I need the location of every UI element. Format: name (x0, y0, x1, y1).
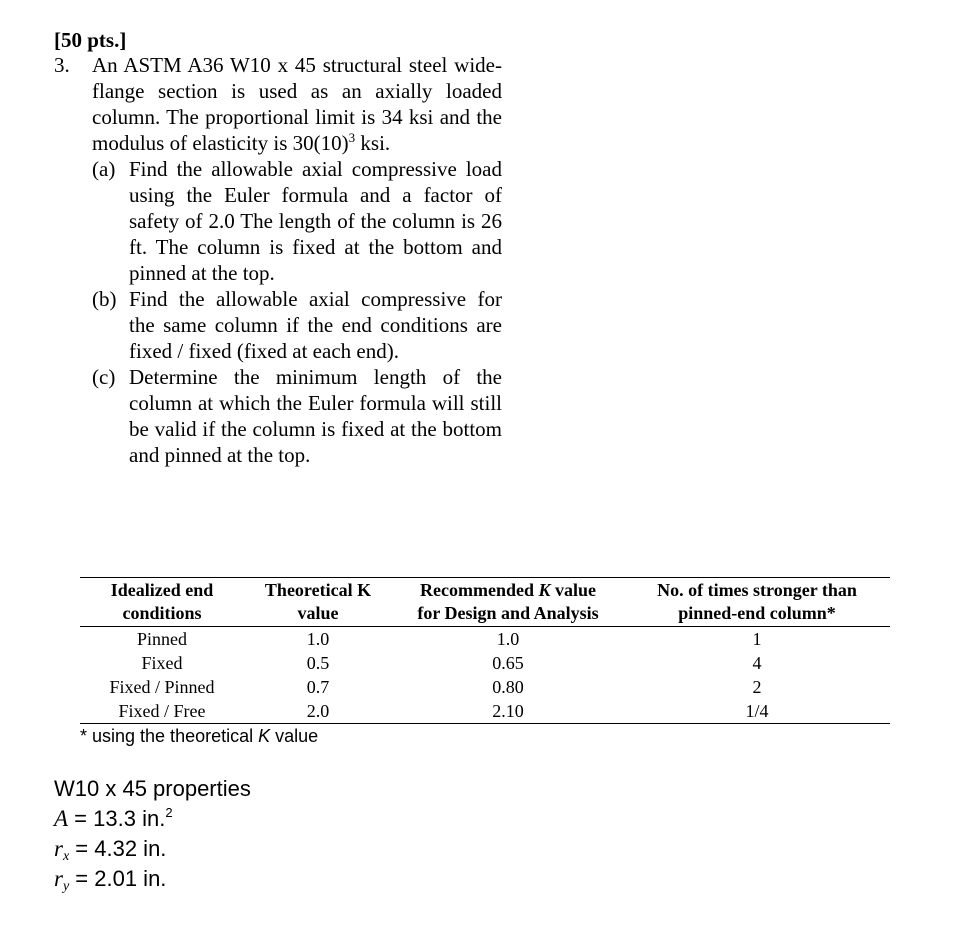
table-cell: 0.65 (492, 653, 524, 673)
problem-text: An ASTM A36 W10 x 45 structural steel wide-flange section is used as an axially loaded column. The proportional limit is 34 ksi and the modulus of elasticity is $30(10)^3$ ksi. (92, 53, 502, 155)
part-text: Determine the minimum length of the column at which the Euler formula will still be valid if the column is fixed at the bottom and pinned at the top. (129, 365, 502, 467)
part-label: (c) (92, 365, 116, 389)
table-cell: Fixed (141, 653, 183, 673)
table-row (80, 675, 890, 699)
problem-parts (92, 156, 502, 468)
table-cell: 1/4 (745, 701, 769, 721)
property-rx: $r_x = 4.32$ in. (54, 836, 167, 864)
table-cell: 1.0 (306, 629, 330, 649)
table-cell: 1 (752, 629, 762, 649)
header-recommended-k: Recommended K value for Design and Analysis (417, 580, 599, 623)
properties-title: W10 x 45 properties (54, 776, 251, 801)
table-cell: 1.0 (496, 629, 520, 649)
part-label: (b) (92, 287, 117, 311)
header-theoretical-k: Theoretical K value (264, 580, 372, 623)
table-cell: 0.5 (306, 653, 330, 673)
property-area: A = 13.3 in.$^2$ (54, 805, 173, 831)
table-cell: 0.7 (306, 677, 330, 697)
section-properties (54, 774, 251, 894)
table-cell: 2.10 (492, 701, 524, 721)
exponent: 3 (348, 130, 356, 145)
table-cell: Fixed / Pinned (109, 677, 215, 697)
table-row (80, 651, 890, 675)
table-header-row (80, 578, 890, 627)
part-b (92, 286, 502, 364)
table-cell: 4 (752, 653, 762, 673)
effective-length-table-section (80, 577, 890, 747)
table-row (80, 699, 890, 724)
problem-number: 3. (54, 53, 70, 77)
header-end-conditions: Idealized end conditions (110, 580, 214, 623)
table-cell: 0.80 (492, 677, 524, 697)
table-cell: 2.0 (306, 701, 330, 721)
part-a (92, 156, 502, 286)
problem-statement (54, 52, 502, 468)
table-footnote: * using the theoretical K value (80, 726, 319, 746)
header-times-stronger: No. of times stronger than pinned-end column* (657, 580, 857, 623)
property-ry: $r_y = 2.01$ in. (54, 866, 167, 894)
effective-length-table (80, 577, 890, 724)
points-label: [50 pts.] (54, 28, 127, 52)
part-label: (a) (92, 157, 116, 181)
part-text: Find the allowable axial compressive for the same column if the end conditions are fixed / fixed (fixed at each end). (129, 287, 502, 363)
table-cell: 2 (752, 677, 762, 697)
part-text: Find the allowable axial compressive load using the Euler formula and a factor of safety of 2.0 The length of the column is 26 ft. The column is fixed at the bottom and pinned at the top. (129, 157, 502, 285)
table-cell: Pinned (136, 629, 187, 649)
part-c (92, 364, 502, 468)
table-row (80, 627, 890, 652)
table-cell: Fixed / Free (118, 701, 206, 721)
